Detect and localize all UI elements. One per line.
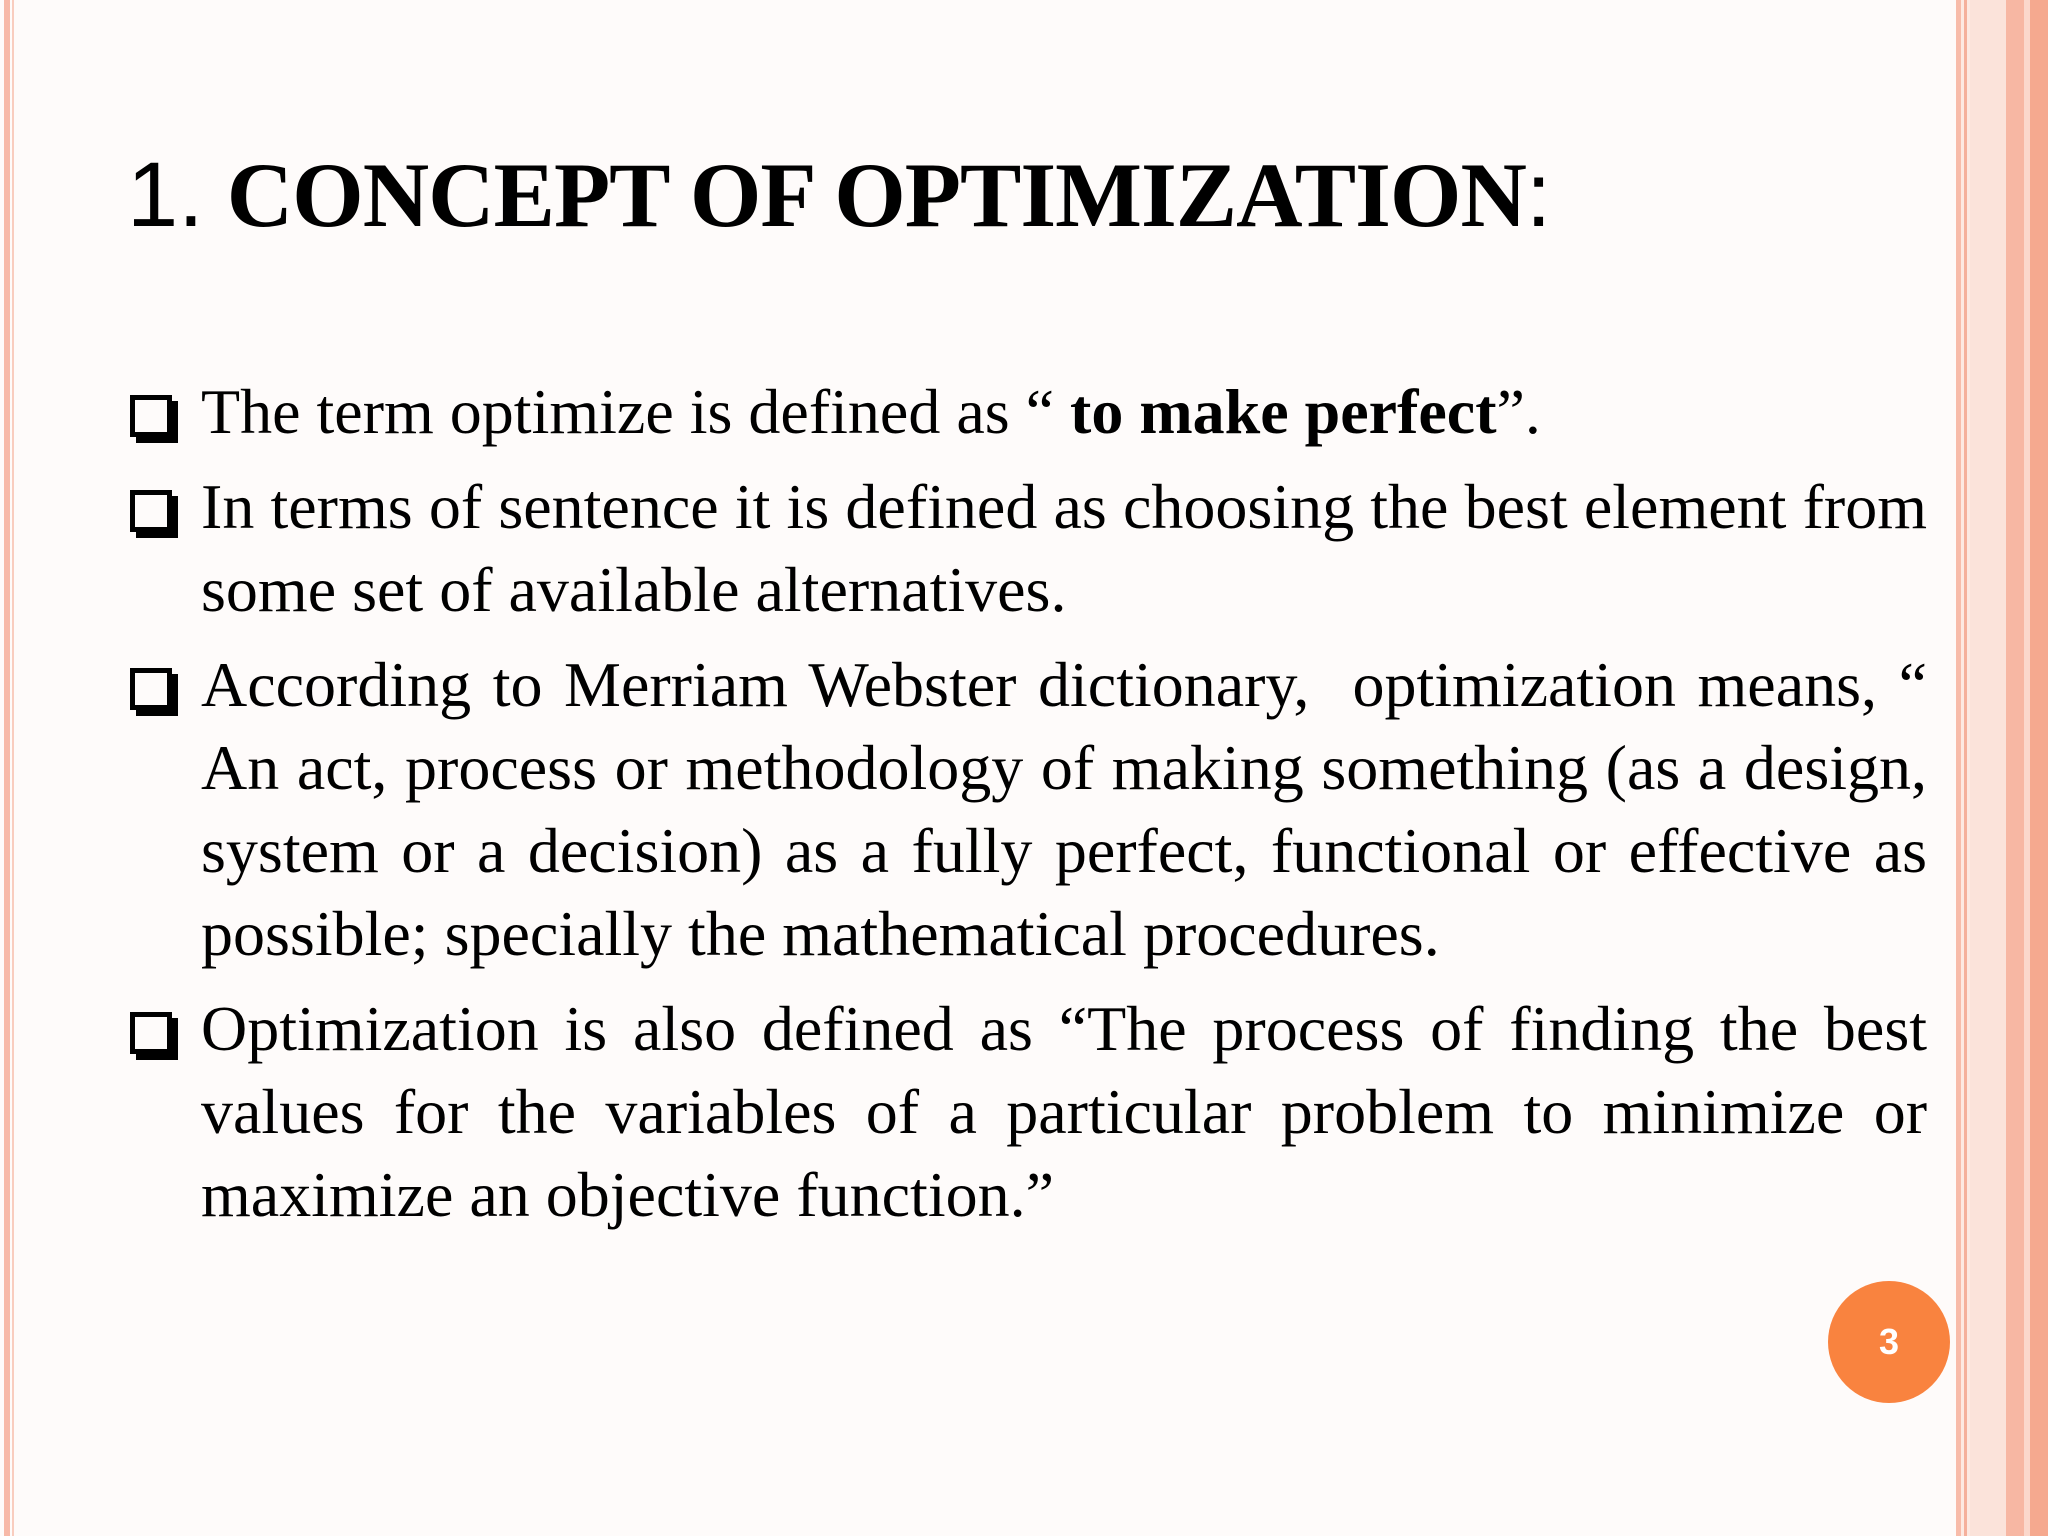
hollow-square-bullet-icon [130,490,172,532]
bullet-item [127,643,1943,975]
page-number-badge [1828,1281,1950,1403]
bullet-text: According to Merriam Webster dictionary, optimization means, “ An act, process or methodology of making something (as a design, system or a decision) as a fully perfect, functional or effective as possible; specially the mathematical procedures. [201,649,1943,969]
page-number: 3 [1878,1321,1900,1362]
slide-title-text: CONCEPT OF OPTIMIZATION [226,144,1526,246]
left-border-line [4,0,10,1536]
right-stripe [2006,0,2024,1536]
bullet-text-bold: to make perfect [1070,376,1497,447]
bullet-text-after: ”. [1496,376,1541,447]
right-stripe [2030,0,2048,1536]
hollow-square-bullet-icon [130,668,172,710]
slide-title [127,140,1551,250]
left-border-line-thin [12,0,14,1536]
right-stripe [1970,0,2006,1536]
bullet-text: Optimization is also defined as “The process of finding the best values for the variables of a particular problem to minimize or maximize an objective function.” [201,993,1927,1230]
slide-title-colon: : [1525,144,1552,246]
bullet-text: In terms of sentence it is defined as choosing the best element from some set of available alternatives. [201,471,1927,625]
right-stripe [1956,0,1961,1536]
bullet-text-before: The term optimize is defined as “ [201,376,1071,447]
hollow-square-bullet-icon [130,395,172,437]
hollow-square-bullet-icon [130,1012,172,1054]
right-stripe [1964,0,1967,1536]
right-stripe-decoration [1956,0,2048,1536]
bullet-item [127,465,1927,631]
bullet-item [127,987,1927,1236]
bullet-item [127,370,1927,453]
left-border-decoration [0,0,18,1536]
slide-title-number: 1. [127,144,204,246]
bullet-list [127,370,1943,1248]
